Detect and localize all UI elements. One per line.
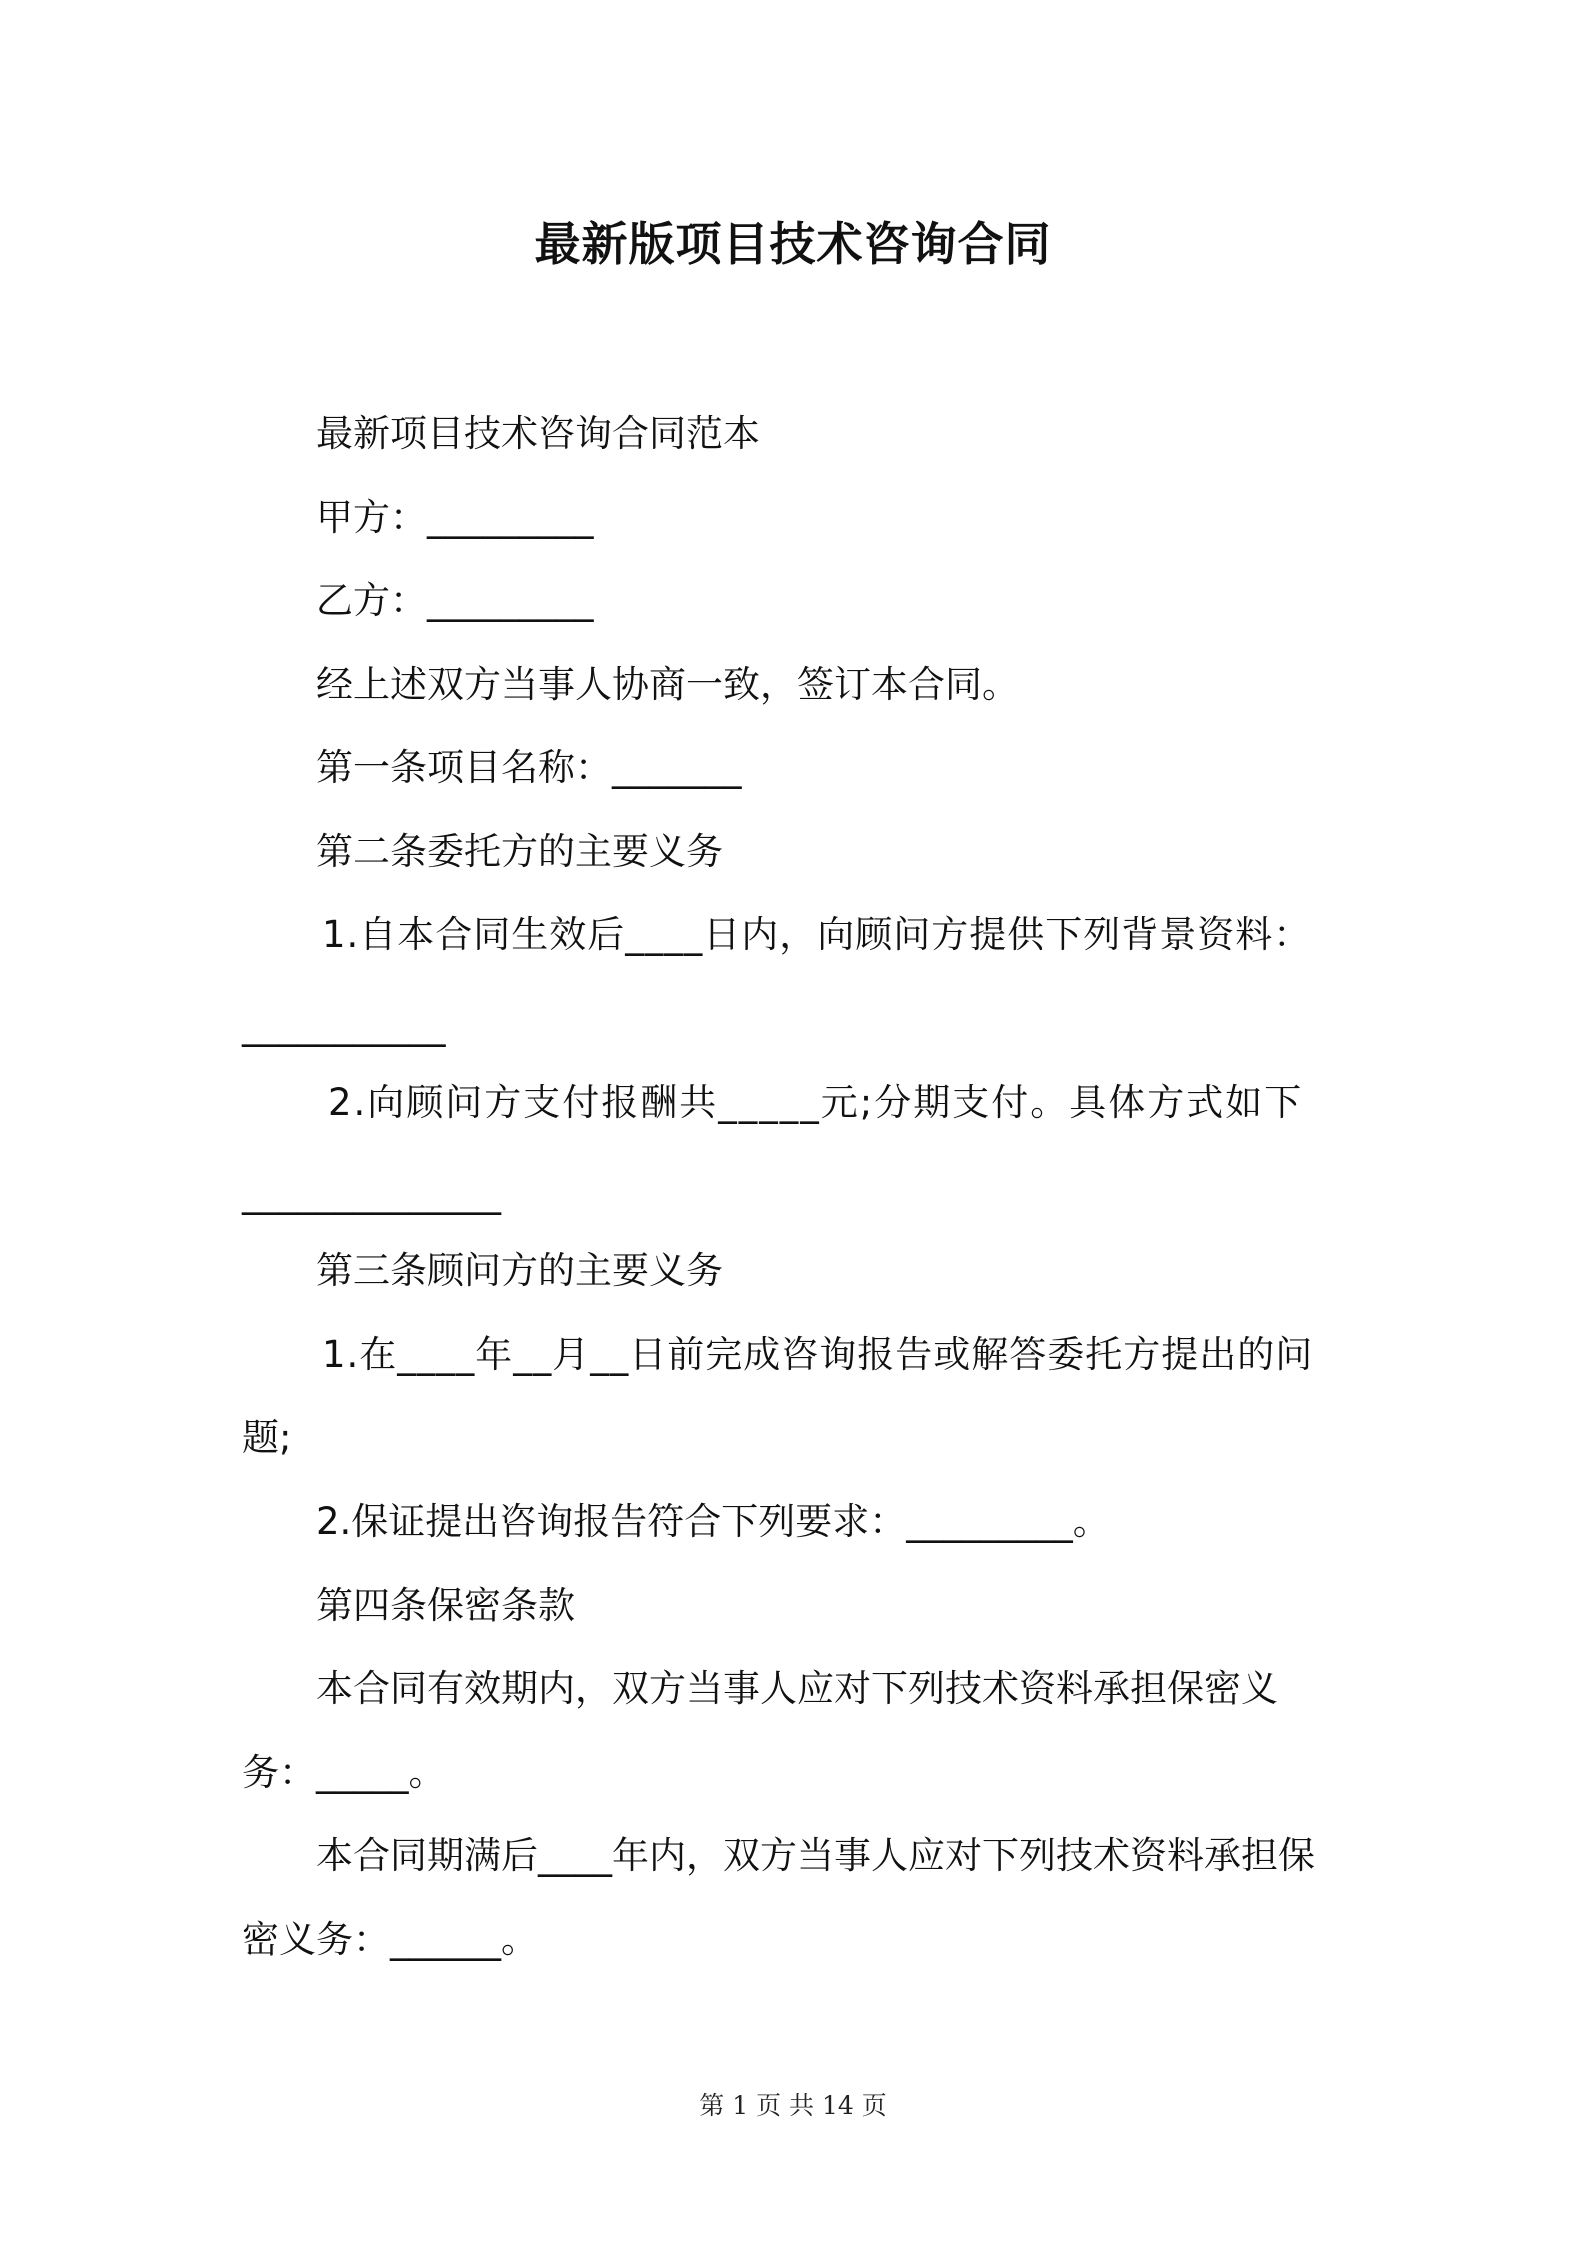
contract-subtitle: 最新项目技术咨询合同范本 <box>316 412 760 455</box>
article-3-item-2: 2.保证提出咨询报告符合下列要求：_________。 <box>316 1500 1110 1543</box>
article-4-para-2: 本合同期满后____年内，双方当事人应对下列技术资料承担保 <box>316 1834 1315 1877</box>
article-2-item-2: 2.向顾问方支付报酬共_____元;分期支付。具体方式如下 <box>328 1081 1304 1124</box>
article-1-line: 第一条项目名称：_______ <box>316 746 742 789</box>
party-a-line: 甲方：_________ <box>316 496 594 539</box>
article-2-heading: 第二条委托方的主要义务 <box>316 830 723 873</box>
article-3-heading: 第三条顾问方的主要义务 <box>316 1249 723 1292</box>
document-title: 最新版项目技术咨询合同 <box>534 217 1052 271</box>
article-2-item-1-blank: ___________ <box>242 1004 446 1047</box>
article-3-item-1: 1.在____年__月__日前完成咨询报告或解答委托方提出的问 <box>322 1333 1314 1376</box>
article-2-item-1: 1.自本合同生效后____日内，向顾问方提供下列背景资料： <box>322 913 1312 956</box>
party-b-line: 乙方：_________ <box>316 579 594 622</box>
page-number-footer: 第 1 页 共 14 页 <box>699 2091 887 2120</box>
article-4-para-1: 本合同有效期内，双方当事人应对下列技术资料承担保密义 <box>316 1667 1278 1710</box>
article-4-para-1-cont: 务：_____。 <box>242 1751 446 1794</box>
article-3-item-1-cont: 题; <box>242 1416 292 1459</box>
preamble-line: 经上述双方当事人协商一致，签订本合同。 <box>316 663 1019 706</box>
article-2-item-2-blank: ______________ <box>242 1172 501 1215</box>
article-4-heading: 第四条保密条款 <box>316 1584 575 1627</box>
article-4-para-2-cont: 密义务：______。 <box>242 1918 538 1961</box>
